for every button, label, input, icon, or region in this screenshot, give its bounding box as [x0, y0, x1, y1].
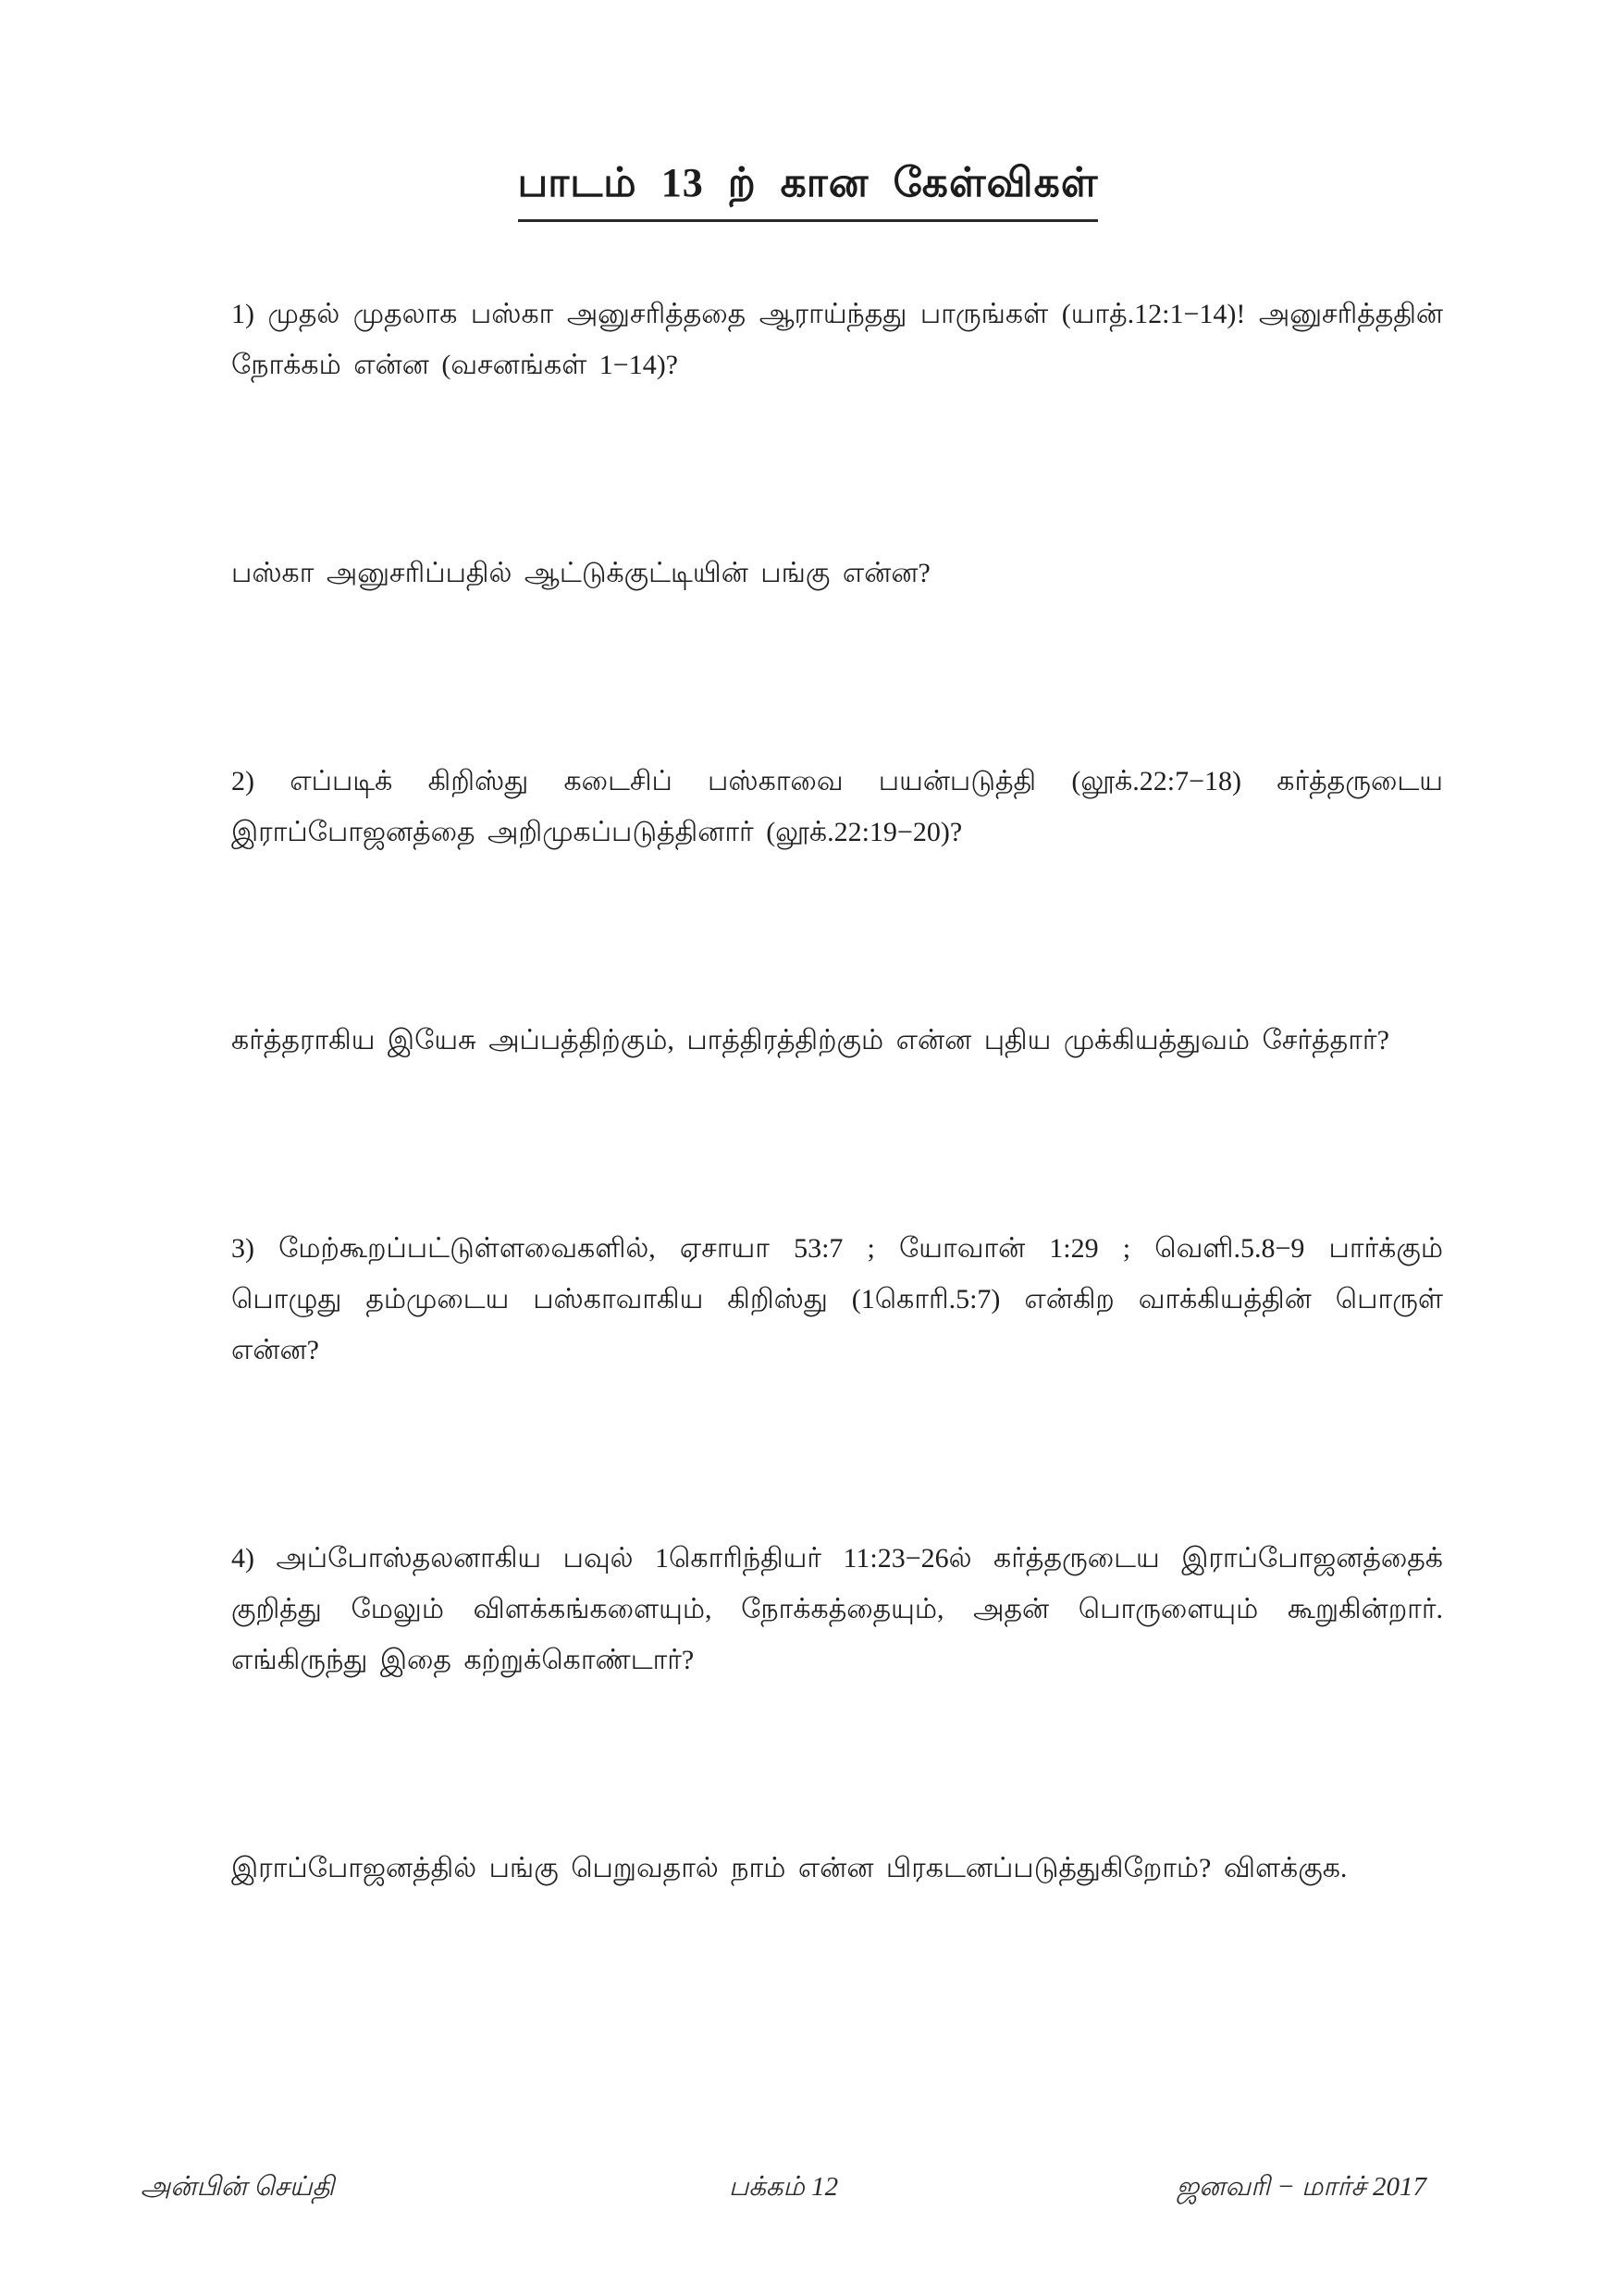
footer-page-number: பக்கம் 12: [728, 2172, 839, 2202]
question-2-followup: கர்த்தராகிய இயேசு அப்பத்திற்கும், பாத்திரத்திற்கும் என்ன புதிய முக்கியத்துவம் சேர்த்தார்?: [231, 1025, 1389, 1055]
question-1: 1) முதல் முதலாக பஸ்கா அனுசரித்ததை ஆராய்ந்தது பாருங்கள் (யாத்.12:1−14)! அனுசரித்ததின் நோக்கம் என்ன (வசனங்கள் 1−14)?: [231, 299, 1443, 380]
title-block: [0, 0, 1616, 222]
footer-publication-name: அன்பின் செய்தி: [141, 2172, 335, 2202]
question-2: 2) எப்படிக் கிறிஸ்து கடைசிப் பஸ்காவை பயன்படுத்தி (லூக்.22:7−18) கர்த்தருடைய இராப்போஜனத்தை அறிமுகப்படுத்தினார் (லூக்.22:19−20)?: [231, 766, 1443, 847]
page-title: பாடம் 13 ற் கான கேள்விகள்: [518, 159, 1099, 222]
question-list: [0, 222, 1616, 1894]
question-3: 3) மேற்கூறப்பட்டுள்ளவைகளில், ஏசாயா 53:7 ; யோவான் 1:29 ; வெளி.5.8−9 பார்க்கும் பொழுது தம்முடைய பஸ்காவாகிய கிறிஸ்து (1கொரி.5:7) என்கிற வாக்கியத்தின் பொருள் என்ன?: [231, 1233, 1443, 1365]
question-4: 4) அப்போஸ்தலனாகிய பவுல் 1கொரிந்தியர் 11:23−26ல் கர்த்தருடைய இராப்போஜனத்தைக் குறித்து மேலும் விளக்கங்களையும், நோக்கத்தையும், அதன் பொருளையும் கூறுகின்றார். எங்கிருந்து இதை கற்றுக்கொண்டார்?: [231, 1543, 1443, 1675]
footer-issue-date: ஜனவரி − மார்ச் 2017: [1177, 2172, 1426, 2202]
question-4-followup: இராப்போஜனத்தில் பங்கு பெறுவதால் நாம் என்ன பிரகடனப்படுத்துகிறோம்? விளக்குக.: [231, 1853, 1348, 1883]
question-1-followup: பஸ்கா அனுசரிப்பதில் ஆட்டுக்குட்டியின் பங்கு என்ன?: [231, 558, 931, 588]
page-footer: [0, 2172, 1616, 2205]
